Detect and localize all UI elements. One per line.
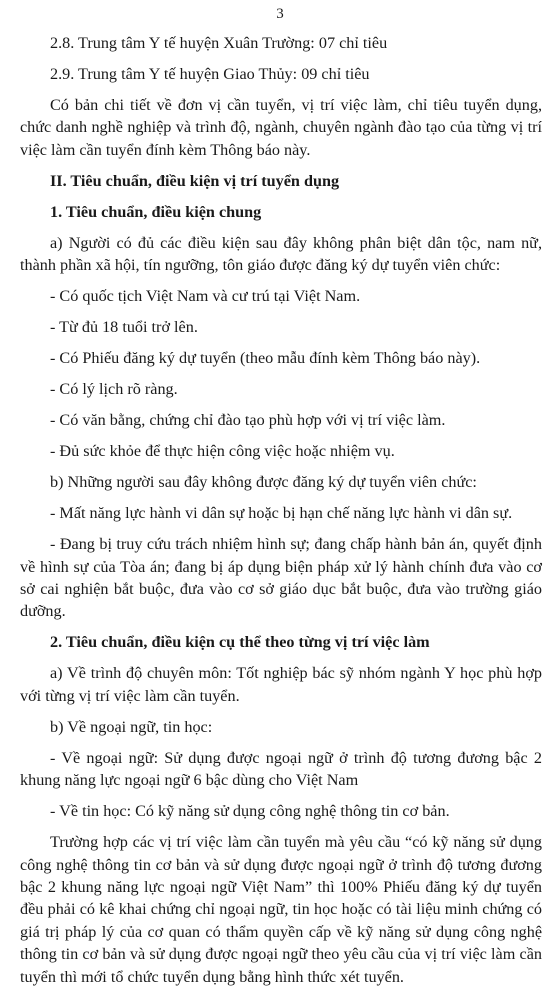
document-body	[20, 32, 542, 997]
paragraph: a) Người có đủ các điều kiện sau đây không phân biệt dân tộc, nam nữ, thành phần xã hội, tín ngưỡng, tôn giáo được đăng ký dự tuyển viên chức:	[20, 233, 542, 275]
section-heading: II. Tiêu chuẩn, điều kiện vị trí tuyển dụng	[50, 171, 340, 190]
section-heading: 2. Tiêu chuẩn, điều kiện cụ thể theo từng vị trí việc làm	[50, 633, 430, 652]
paragraph: Có bản chi tiết về đơn vị cần tuyển, vị trí việc làm, chỉ tiêu tuyển dụng, chức danh nghề nghiệp và trình độ, ngành, chuyên ngành đào tạo của từng vị trí việc làm cần tuyển đính kèm Thông báo này.	[20, 96, 542, 159]
paragraph: 2.9. Trung tâm Y tế huyện Giao Thủy: 09 chỉ tiêu	[50, 65, 370, 83]
paragraph: - Có lý lịch rõ ràng.	[50, 380, 178, 399]
page-number: 3	[276, 6, 284, 22]
paragraph: b) Về ngoại ngữ, tin học:	[50, 717, 213, 736]
section-heading: 1. Tiêu chuẩn, điều kiện chung	[50, 202, 262, 221]
paragraph: - Có Phiếu đăng ký dự tuyển (theo mẫu đính kèm Thông báo này).	[50, 349, 481, 368]
paragraph: - Đủ sức khỏe để thực hiện công việc hoặc nhiệm vụ.	[50, 442, 395, 461]
paragraph: - Có quốc tịch Việt Nam và cư trú tại Việt Nam.	[50, 287, 361, 306]
paragraph: - Có văn bằng, chứng chỉ đào tạo phù hợp với vị trí việc làm.	[50, 411, 446, 430]
paragraph: - Đang bị truy cứu trách nhiệm hình sự; đang chấp hành bản án, quyết định về hình sự của Tòa án; đang bị áp dụng biện pháp xử lý hành chính đưa vào cơ sở cai nghiện bắt buộc, đưa vào cơ sở giáo dục bắt buộc, đưa vào trường giáo dưỡng.	[20, 535, 542, 621]
paragraph: - Từ đủ 18 tuổi trở lên.	[50, 318, 198, 337]
paragraph: b) Những người sau đây không được đăng ký dự tuyển viên chức:	[50, 473, 477, 492]
paragraph: a) Về trình độ chuyên môn: Tốt nghiệp bác sỹ nhóm ngành Y học phù hợp với từng vị trí việc làm cần tuyển.	[20, 664, 542, 705]
paragraph: Trường hợp các vị trí việc làm cần tuyển mà yêu cầu “có kỹ năng sử dụng công nghệ thông tin cơ bản và sử dụng được ngoại ngữ ở trình độ tương đương bậc 2 khung năng lực ngoại ngữ Việt Nam” thì 100% Phiếu đăng ký dự tuyển đều phải có kê khai chứng chỉ ngoại ngữ, tin học hoặc có tài liệu minh chứng có giá trị pháp lý của cơ quan có thẩm quyền cấp về kỹ năng sử dụng công nghệ thông tin cơ bản và sử dụng được ngoại ngữ theo yêu cầu của vị trí việc làm cần tuyển thì mới tổ chức tuyển dụng bằng hình thức xét tuyển.	[20, 833, 542, 986]
paragraph: - Về ngoại ngữ: Sử dụng được ngoại ngữ ở trình độ tương đương bậc 2 khung năng lực ngoại ngữ 6 bậc dùng cho Việt Nam	[20, 748, 542, 790]
paragraph: - Về tin học: Có kỹ năng sử dụng công nghệ thông tin cơ bản.	[50, 802, 450, 821]
paragraph: - Mất năng lực hành vi dân sự hoặc bị hạn chế năng lực hành vi dân sự.	[50, 504, 513, 523]
paragraph: 2.8. Trung tâm Y tế huyện Xuân Trường: 07 chỉ tiêu	[50, 34, 388, 52]
